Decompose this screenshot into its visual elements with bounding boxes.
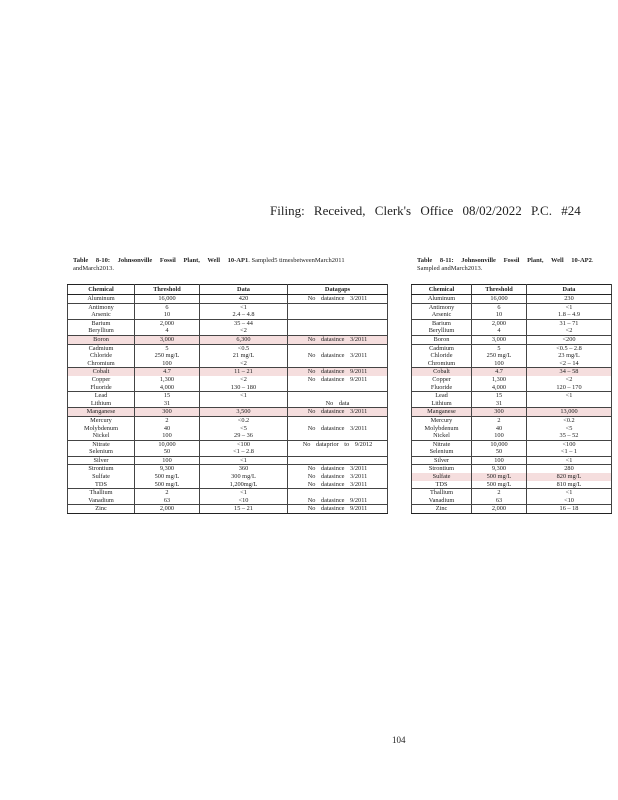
- threshold-cell: 40: [472, 425, 527, 433]
- data-cell: 1.8 – 4.9: [527, 311, 612, 319]
- data-cell: 23 mg/L: [527, 352, 612, 360]
- chemical-cell: Nickel: [68, 432, 135, 440]
- table-row: [412, 489, 612, 497]
- table-row: [412, 392, 612, 400]
- data-cell: 34 – 58: [527, 368, 612, 376]
- threshold-cell: 100: [472, 432, 527, 440]
- threshold-cell: 5: [135, 344, 200, 352]
- chemical-cell: Copper: [68, 376, 135, 384]
- threshold-cell: 300: [472, 408, 527, 417]
- data-cell: <2: [200, 327, 288, 335]
- chemical-cell: Silver: [412, 456, 472, 465]
- datagap-cell: No datasince 3/2011: [288, 335, 388, 344]
- threshold-cell: 250 mg/L: [135, 352, 200, 360]
- threshold-cell: 10: [135, 311, 200, 319]
- threshold-cell: 16,000: [135, 295, 200, 304]
- table-row: [68, 505, 388, 514]
- data-cell: 31 – 71: [527, 319, 612, 327]
- threshold-cell: 63: [472, 497, 527, 505]
- table-row: [68, 376, 388, 384]
- table-row: [412, 368, 612, 376]
- datagap-cell: No datasince 3/2011: [288, 481, 388, 489]
- datagap-cell: [288, 311, 388, 319]
- chemical-cell: Sulfate: [412, 473, 472, 481]
- chemical-cell: Boron: [412, 335, 472, 344]
- threshold-cell: 5: [472, 344, 527, 352]
- threshold-cell: 1,300: [135, 376, 200, 384]
- table-row: [68, 352, 388, 360]
- table-row: [68, 303, 388, 311]
- chemical-cell: Strontium: [68, 465, 135, 473]
- table-row: [412, 384, 612, 392]
- table-8-10-caption: [73, 257, 373, 273]
- datagap-cell: [288, 432, 388, 440]
- datagap-cell: No datasince 3/2011: [288, 465, 388, 473]
- chemical-cell: Cadmium: [68, 344, 135, 352]
- table-row: [412, 311, 612, 319]
- chemical-cell: Arsenic: [412, 311, 472, 319]
- data-cell: <1: [527, 489, 612, 497]
- data-cell: 130 – 180: [200, 384, 288, 392]
- chemical-cell: Lithium: [68, 400, 135, 408]
- data-cell: 3,500: [200, 408, 288, 417]
- data-cell: 300 mg/L: [200, 473, 288, 481]
- table-row: [412, 505, 612, 514]
- threshold-cell: 10,000: [135, 440, 200, 448]
- data-cell: <2: [527, 327, 612, 335]
- page-number: 104: [392, 735, 406, 745]
- threshold-cell: 6: [135, 303, 200, 311]
- column-header: Chemical: [68, 285, 135, 295]
- data-cell: <1: [527, 456, 612, 465]
- data-cell: <1: [200, 303, 288, 311]
- threshold-cell: 9,300: [135, 465, 200, 473]
- column-header: Data: [527, 285, 612, 295]
- table-row: [68, 335, 388, 344]
- chemical-cell: Mercury: [68, 416, 135, 424]
- threshold-cell: 4.7: [472, 368, 527, 376]
- table-8-11: [411, 284, 612, 514]
- data-cell: 420: [200, 295, 288, 304]
- threshold-cell: 500 mg/L: [472, 481, 527, 489]
- chemical-cell: Barium: [412, 319, 472, 327]
- table-row: [412, 408, 612, 417]
- threshold-cell: 500 mg/L: [135, 481, 200, 489]
- chemical-cell: Aluminum: [68, 295, 135, 304]
- table-row: [68, 432, 388, 440]
- table-header-row: [412, 285, 612, 295]
- table-row: [68, 465, 388, 473]
- data-cell: 360: [200, 465, 288, 473]
- data-cell: <1 – 2.8: [200, 448, 288, 456]
- table-row: [68, 416, 388, 424]
- chemical-cell: Molybdenum: [412, 425, 472, 433]
- table-row: [412, 360, 612, 368]
- table-row: [68, 344, 388, 352]
- table-row: [68, 295, 388, 304]
- column-header: Datagaps: [288, 285, 388, 295]
- table-row: [412, 295, 612, 304]
- datagap-cell: No datasince 9/2011: [288, 497, 388, 505]
- caption-text: . Sampled5 timesbetweenMarch2011 andMarch2013.: [73, 257, 345, 272]
- data-cell: <2: [200, 376, 288, 384]
- caption-title: Table 8-11: Johnsonville Fossil Plant, Well 10-AP2: [417, 257, 592, 264]
- chemical-cell: Fluoride: [68, 384, 135, 392]
- chemical-cell: Chromium: [412, 360, 472, 368]
- datagap-cell: [288, 416, 388, 424]
- threshold-cell: 2,000: [472, 505, 527, 514]
- table-body: [68, 295, 388, 514]
- data-cell: 6,300: [200, 335, 288, 344]
- table-row: [412, 344, 612, 352]
- table-row: [412, 352, 612, 360]
- table-row: [412, 456, 612, 465]
- data-cell: <1: [200, 456, 288, 465]
- data-cell: <0.2: [527, 416, 612, 424]
- chemical-cell: Arsenic: [68, 311, 135, 319]
- data-cell: <0.5: [200, 344, 288, 352]
- table-row: [412, 473, 612, 481]
- chemical-cell: TDS: [412, 481, 472, 489]
- data-cell: <1 – 1: [527, 448, 612, 456]
- data-cell: 21 mg/L: [200, 352, 288, 360]
- chemical-cell: Cobalt: [412, 368, 472, 376]
- table-row: [412, 400, 612, 408]
- chemical-cell: Cadmium: [412, 344, 472, 352]
- data-cell: 11 – 21: [200, 368, 288, 376]
- table-row: [68, 481, 388, 489]
- threshold-cell: 500 mg/L: [135, 473, 200, 481]
- table-row: [68, 360, 388, 368]
- data-cell: 29 – 36: [200, 432, 288, 440]
- data-cell: <10: [527, 497, 612, 505]
- threshold-cell: 4,000: [135, 384, 200, 392]
- data-cell: <1: [527, 303, 612, 311]
- threshold-cell: 4: [472, 327, 527, 335]
- data-cell: 280: [527, 465, 612, 473]
- column-header: Data: [200, 285, 288, 295]
- table-row: [412, 319, 612, 327]
- threshold-cell: 100: [135, 432, 200, 440]
- threshold-cell: 63: [135, 497, 200, 505]
- datagap-cell: No datasince 9/2011: [288, 505, 388, 514]
- threshold-cell: 2: [135, 489, 200, 497]
- table-row: [412, 376, 612, 384]
- data-cell: <200: [527, 335, 612, 344]
- chemical-cell: Antimony: [412, 303, 472, 311]
- threshold-cell: 100: [135, 456, 200, 465]
- datagap-cell: [288, 327, 388, 335]
- chemical-cell: Chloride: [68, 352, 135, 360]
- data-cell: <5: [527, 425, 612, 433]
- threshold-cell: 4.7: [135, 368, 200, 376]
- datagap-cell: [288, 384, 388, 392]
- chemical-cell: Nickel: [412, 432, 472, 440]
- chemical-cell: Nitrate: [68, 440, 135, 448]
- data-cell: <100: [200, 440, 288, 448]
- data-cell: [200, 400, 288, 408]
- datagap-cell: No data: [288, 400, 388, 408]
- threshold-cell: 500 mg/L: [472, 473, 527, 481]
- table-row: [412, 327, 612, 335]
- table-row: [412, 440, 612, 448]
- threshold-cell: 100: [472, 360, 527, 368]
- datagap-cell: No datasince 3/2011: [288, 295, 388, 304]
- table-row: [68, 489, 388, 497]
- table-row: [68, 392, 388, 400]
- datagap-cell: No datasince 3/2011: [288, 352, 388, 360]
- filing-stamp: Filing: Received, Clerk's Office 08/02/2022 P.C. #24: [270, 203, 581, 218]
- table-row: [68, 400, 388, 408]
- threshold-cell: 4: [135, 327, 200, 335]
- threshold-cell: 100: [135, 360, 200, 368]
- table-8-11-caption: [417, 257, 617, 273]
- chemical-cell: Beryllium: [412, 327, 472, 335]
- datagap-cell: No datasince 3/2011: [288, 473, 388, 481]
- table-header-row: [68, 285, 388, 295]
- caption-title: Table 8-10: Johnsonville Fossil Plant, Well 10-AP1: [73, 257, 249, 264]
- threshold-cell: 2: [472, 416, 527, 424]
- data-cell: <0.5 – 2.8: [527, 344, 612, 352]
- table-row: [68, 456, 388, 465]
- threshold-cell: 15: [135, 392, 200, 400]
- datagap-cell: No datasince 3/2011: [288, 425, 388, 433]
- table-row: [68, 319, 388, 327]
- data-cell: 230: [527, 295, 612, 304]
- column-header: Chemical: [412, 285, 472, 295]
- chemical-cell: Antimony: [68, 303, 135, 311]
- data-cell: <2 – 14: [527, 360, 612, 368]
- threshold-cell: 16,000: [472, 295, 527, 304]
- datagap-cell: [288, 489, 388, 497]
- chemical-cell: Selenium: [412, 448, 472, 456]
- chemical-cell: Chloride: [412, 352, 472, 360]
- table-row: [68, 368, 388, 376]
- data-cell: 2.4 – 4.8: [200, 311, 288, 319]
- chemical-cell: Mercury: [412, 416, 472, 424]
- data-cell: 810 mg/L: [527, 481, 612, 489]
- threshold-cell: 50: [472, 448, 527, 456]
- chemical-cell: Thallium: [68, 489, 135, 497]
- threshold-cell: 10,000: [472, 440, 527, 448]
- threshold-cell: 3,000: [472, 335, 527, 344]
- datagap-cell: [288, 448, 388, 456]
- data-cell: 15 – 21: [200, 505, 288, 514]
- chemical-cell: Silver: [68, 456, 135, 465]
- table-row: [412, 303, 612, 311]
- table-row: [68, 327, 388, 335]
- table-body: [412, 295, 612, 514]
- datagap-cell: [288, 344, 388, 352]
- threshold-cell: 9,300: [472, 465, 527, 473]
- chemical-cell: Sulfate: [68, 473, 135, 481]
- table-row: [68, 408, 388, 417]
- chemical-cell: Lead: [68, 392, 135, 400]
- data-cell: <1: [527, 392, 612, 400]
- threshold-cell: 2,000: [135, 505, 200, 514]
- data-cell: 120 – 170: [527, 384, 612, 392]
- chemical-cell: Zinc: [412, 505, 472, 514]
- data-cell: 820 mg/L: [527, 473, 612, 481]
- chemical-cell: Selenium: [68, 448, 135, 456]
- table-row: [412, 448, 612, 456]
- chemical-cell: Aluminum: [412, 295, 472, 304]
- threshold-cell: 50: [135, 448, 200, 456]
- threshold-cell: 1,300: [472, 376, 527, 384]
- datagap-cell: [288, 360, 388, 368]
- chemical-cell: Copper: [412, 376, 472, 384]
- threshold-cell: 2: [472, 489, 527, 497]
- chemical-cell: Vanadium: [68, 497, 135, 505]
- chemical-cell: Molybdenum: [68, 425, 135, 433]
- data-cell: <1: [200, 392, 288, 400]
- threshold-cell: 4,000: [472, 384, 527, 392]
- threshold-cell: 300: [135, 408, 200, 417]
- datagap-cell: [288, 319, 388, 327]
- table-row: [412, 425, 612, 433]
- caption-text: . Sampled andMarch2013.: [417, 257, 594, 272]
- data-cell: 13,000: [527, 408, 612, 417]
- table-row: [68, 311, 388, 319]
- threshold-cell: 10: [472, 311, 527, 319]
- threshold-cell: 40: [135, 425, 200, 433]
- table-row: [412, 481, 612, 489]
- data-cell: <5: [200, 425, 288, 433]
- data-cell: <1: [200, 489, 288, 497]
- datagap-cell: No datasince 9/2011: [288, 376, 388, 384]
- threshold-cell: 3,000: [135, 335, 200, 344]
- chemical-cell: Fluoride: [412, 384, 472, 392]
- chemical-cell: Barium: [68, 319, 135, 327]
- data-cell: <10: [200, 497, 288, 505]
- data-cell: [527, 400, 612, 408]
- data-cell: <0.2: [200, 416, 288, 424]
- datagap-cell: No datasince 3/2011: [288, 408, 388, 417]
- datagap-cell: [288, 392, 388, 400]
- chemical-cell: Vanadium: [412, 497, 472, 505]
- chemical-cell: Chromium: [68, 360, 135, 368]
- table-row: [412, 465, 612, 473]
- chemical-cell: Lithium: [412, 400, 472, 408]
- table-row: [412, 432, 612, 440]
- table-row: [68, 440, 388, 448]
- table-8-10: [67, 284, 388, 514]
- chemical-cell: Zinc: [68, 505, 135, 514]
- chemical-cell: Nitrate: [412, 440, 472, 448]
- threshold-cell: 31: [472, 400, 527, 408]
- table-row: [68, 497, 388, 505]
- data-cell: 1,200mg/L: [200, 481, 288, 489]
- threshold-cell: 15: [472, 392, 527, 400]
- datagap-cell: No dataprior to 9/2012: [288, 440, 388, 448]
- data-cell: 35 – 44: [200, 319, 288, 327]
- datagap-cell: No datasince 9/2011: [288, 368, 388, 376]
- chemical-cell: Lead: [412, 392, 472, 400]
- table-row: [412, 416, 612, 424]
- threshold-cell: 100: [472, 456, 527, 465]
- table-row: [68, 425, 388, 433]
- table-row: [68, 384, 388, 392]
- threshold-cell: 250 mg/L: [472, 352, 527, 360]
- chemical-cell: Manganese: [412, 408, 472, 417]
- threshold-cell: 6: [472, 303, 527, 311]
- data-cell: 35 – 52: [527, 432, 612, 440]
- data-cell: <2: [527, 376, 612, 384]
- datagap-cell: [288, 456, 388, 465]
- chemical-cell: Cobalt: [68, 368, 135, 376]
- table-row: [68, 473, 388, 481]
- table-row: [412, 335, 612, 344]
- table-row: [412, 497, 612, 505]
- chemical-cell: Manganese: [68, 408, 135, 417]
- threshold-cell: 2,000: [472, 319, 527, 327]
- chemical-cell: Beryllium: [68, 327, 135, 335]
- chemical-cell: Boron: [68, 335, 135, 344]
- data-cell: <100: [527, 440, 612, 448]
- column-header: Threshold: [472, 285, 527, 295]
- chemical-cell: Thallium: [412, 489, 472, 497]
- threshold-cell: 31: [135, 400, 200, 408]
- chemical-cell: Strontium: [412, 465, 472, 473]
- data-cell: <2: [200, 360, 288, 368]
- column-header: Threshold: [135, 285, 200, 295]
- threshold-cell: 2: [135, 416, 200, 424]
- data-cell: 16 – 18: [527, 505, 612, 514]
- table-row: [68, 448, 388, 456]
- datagap-cell: [288, 303, 388, 311]
- chemical-cell: TDS: [68, 481, 135, 489]
- threshold-cell: 2,000: [135, 319, 200, 327]
